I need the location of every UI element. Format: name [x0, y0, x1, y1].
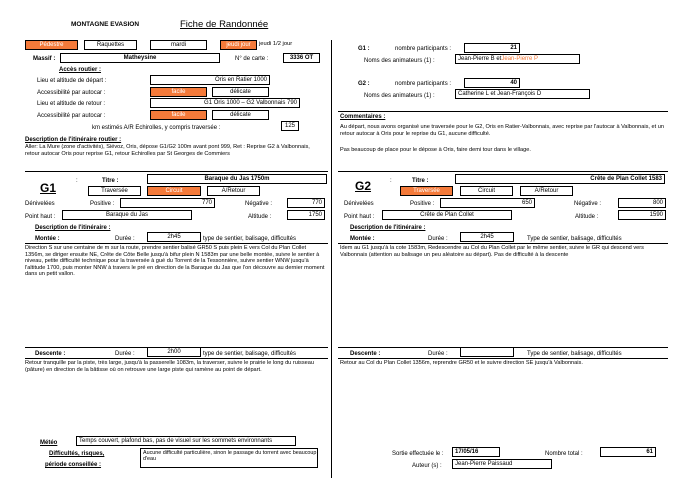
difficulty-label-2: période conseillée :	[45, 462, 102, 468]
g1-descente-text: Retour tranquille par la piste, très large, jusqu'à la passerelle 1083m, la traverser, suivre le prairie le long du ruisseau (pâture) en direction de la bâtisse où on retrouve une large piste qui ramène au point de départ.	[25, 360, 314, 373]
retour-label: Lieu et altitude de retour :	[37, 101, 106, 107]
g2-altitude-label: Altitude :	[575, 214, 599, 220]
jeudi-jour-option[interactable]: jeudi jour	[220, 40, 257, 50]
facile-option-1[interactable]: facile	[150, 87, 207, 97]
route-text: Aller: La Mure (zone d'activités), Siévoz, Oris, dépose G1/G2 100m avant pont 999, Ret : Reprise G2 à Valbonnais, retour autocar Oris pour reprise G1, retour Echirolles par St Georges de Commiers	[25, 144, 310, 157]
meteo-label: Météo	[40, 440, 58, 446]
g1-montee-duree[interactable]: 2h45	[147, 232, 201, 242]
g1-colon: :	[76, 178, 78, 184]
g1-negative-value[interactable]: 770	[287, 198, 325, 208]
meteo-value[interactable]: Temps couvert, plafond bas, pas de visuel sur les sommets environnants	[76, 436, 296, 446]
facile-option-2[interactable]: facile	[150, 110, 207, 120]
g2-descente-duree-label: Durée :	[428, 351, 448, 357]
g2-positive-label: Positive :	[410, 201, 435, 207]
g1-altitude-value[interactable]: 1750	[287, 210, 325, 220]
g2-point-value[interactable]: Crête de Plan Collet	[382, 210, 512, 220]
g1-duree-label: Durée :	[115, 236, 135, 242]
g2-montee-label: Montée :	[350, 236, 375, 242]
g1-type-label: type de sentier, balisage, difficultés	[203, 236, 296, 242]
g1-deniv-label: Dénivelées	[25, 201, 55, 207]
page-title: Fiche de Randonnée	[180, 19, 269, 30]
km-value[interactable]: 125	[281, 121, 299, 131]
g2-tag: G2	[355, 179, 372, 193]
g1-point-value[interactable]: Baraque du Jas	[62, 210, 192, 220]
g1-traversee-option[interactable]: Traversée	[88, 186, 141, 196]
g2-positive-value[interactable]: 650	[440, 198, 535, 208]
g2-descente-type-label: Type de sentier, balisage, difficultés	[527, 351, 622, 357]
comments-heading: Commentaires :	[340, 114, 386, 120]
acces-heading: Accès routier :	[59, 67, 102, 73]
g1-participants-label: nombre participants :	[395, 46, 452, 52]
org-name: MONTAGNE EVASION	[71, 21, 140, 28]
g1-montee-text: Direction S sur une centaine de m sur la route, prendre sentier balisé GR50 S puis plein E vers Col du Plan Collet 1356m, se diriger ensuite NE, Crête de Côte Belle jusqu'à bifur plein N 1583m par une belle montée, suivre le sentier à niveau, petite difficulté technique pour la traversée à gué du Torrent de la Tessonnière, suivre sentier WNW jusqu'à l'altitude 1700, puis monter NNW à travers le pré en direction de la Baraque du Jas que l'on découvre au dernier moment dans un petit vallon.	[25, 245, 325, 278]
route-heading: Description de l'itinéraire routier :	[25, 137, 122, 143]
g1-titre-label: Titre :	[102, 178, 119, 184]
retour-value[interactable]: G1 Oris 1000 – G2 Valbonnais 790	[150, 98, 300, 108]
delicate-option-1[interactable]: délicate	[212, 87, 269, 97]
comments-text-2: Pas beaucoup de place pour le dépose à Oris, faire demi tour dans le village.	[340, 147, 531, 153]
g2-altitude-value[interactable]: 1590	[618, 210, 666, 220]
delicate-option-2[interactable]: délicate	[212, 110, 269, 120]
g2-montee-text: Idem au G1 jusqu'à la cote 1583m, Redescendre au Col du Plan Collet par le même sentier, suivre le GR qui descend vers Valbonnais (attention au balisage un peu aléatoire au départ). Pas de difficulté à la descente	[340, 245, 644, 258]
g2-circuit-option[interactable]: Circuit	[460, 186, 513, 196]
g1-descente-label: Descente :	[35, 351, 66, 357]
comments-text: Au départ, nous avons organisé une traversée pour le G2, Oris en Ratier-Valbonnais, avec reprise par l'autocar à Valbonnais, et un retour autocar à Oris pour le reprise du G1, aucune difficulté.	[340, 124, 664, 137]
g1-positive-label: Positive :	[90, 201, 115, 207]
autocar1-label: Accessibilité par autocar :	[37, 90, 106, 96]
g1-negative-label: Négative :	[245, 201, 273, 207]
g1-point-label: Point haut :	[25, 214, 56, 220]
g2-negative-value[interactable]: 800	[618, 198, 666, 208]
g1-animateur-b: Jean-Pierre P	[501, 56, 539, 62]
g1-animateurs-label: Noms des animateurs (1) :	[364, 58, 435, 64]
g2-ar-option[interactable]: A/Retour	[520, 186, 573, 196]
g2-deniv-label: Dénivelées	[344, 201, 374, 207]
g1-descente-duree[interactable]: 2h00	[147, 347, 201, 357]
g1-animateurs-value[interactable]	[455, 54, 580, 64]
g2-duree-label: Durée :	[428, 236, 448, 242]
g2-titre-value[interactable]: Crête de Plan Collet 1583	[455, 174, 665, 184]
pedestre-option[interactable]: Pédestre	[25, 40, 78, 50]
auteur-value[interactable]: Jean-Pierre Paissaud	[452, 459, 552, 469]
g2-animateurs-value[interactable]: Catherine L et Jean-François D	[455, 89, 590, 99]
g1-circuit-option[interactable]: Circuit	[147, 186, 201, 196]
g2-point-label: Point haut :	[344, 214, 375, 220]
g1-right-label: G1 :	[358, 46, 370, 52]
g1-positive-value[interactable]: 770	[120, 198, 215, 208]
g1-descente-type-label: type de sentier, balisage, difficultés	[203, 351, 296, 357]
auteur-label: Auteur (s) :	[412, 463, 442, 469]
g2-colon: :	[390, 178, 392, 184]
g2-montee-duree[interactable]: 2h45	[460, 232, 514, 242]
difficulty-label-1: Difficultés, risques,	[49, 451, 105, 457]
g2-desc-heading: Description de l'itinéraire :	[350, 225, 426, 231]
g2-titre-label: Titre :	[412, 178, 429, 184]
g2-descente-label: Descente :	[350, 351, 381, 357]
sortie-label: Sortie effectuée le :	[392, 451, 444, 457]
total-label: Nombre total :	[545, 451, 583, 457]
autocar2-label: Accessibilité par autocar :	[37, 113, 106, 119]
carte-value[interactable]: 3336 OT	[283, 53, 320, 63]
g1-desc-heading: Description de l'itinéraire :	[35, 225, 111, 231]
g2-participants-value[interactable]: 40	[464, 78, 520, 88]
g2-type-label: Type de sentier, balisage, difficultés	[527, 236, 622, 242]
km-label: km estimés A/R Echirolles, y compris traversée :	[92, 125, 221, 131]
raquettes-option[interactable]: Raquettes	[84, 40, 137, 50]
depart-label: Lieu et altitude de départ :	[37, 78, 107, 84]
difficulty-value[interactable]: Aucune difficulté particulière, sinon le passage du torrent avec beaucoup d'eau	[140, 448, 318, 468]
g2-traversee-option[interactable]: Traversée	[400, 186, 453, 196]
g2-right-label: G2 :	[358, 81, 370, 87]
g1-tag: G1	[40, 181, 57, 195]
g2-descente-duree[interactable]	[460, 347, 514, 357]
massif-value[interactable]: Matheysine	[60, 53, 220, 63]
depart-value[interactable]: Oris en Ratier 1000	[150, 75, 270, 85]
g1-descente-duree-label: Durée :	[115, 351, 135, 357]
g2-animateurs-label: Noms des animateurs (1) :	[364, 93, 435, 99]
sortie-value[interactable]: 17/05/16	[452, 447, 500, 457]
g2-negative-label: Négative :	[574, 201, 602, 207]
g1-participants-value[interactable]: 21	[464, 43, 520, 53]
day-option[interactable]: mardi	[150, 40, 207, 50]
g1-ar-option[interactable]: A/Retour	[207, 186, 260, 196]
total-value[interactable]: 61	[600, 447, 656, 457]
g2-descente-text: Retour au Col du Plan Collet 1356m, reprendre GR50 et le suivre direction SE jusqu'à Valbonnais.	[340, 360, 583, 366]
jeudi-half-option[interactable]: jeudi 1/2 jour	[259, 41, 293, 47]
massif-label: Massif :	[33, 56, 56, 62]
g1-altitude-label: Altitude :	[248, 214, 272, 220]
g1-titre-value[interactable]: Baraque du Jas 1750m	[147, 174, 327, 184]
g1-animateur-a: Jean-Pierre B et	[458, 56, 502, 62]
carte-label: N° de carte :	[235, 56, 269, 62]
g2-participants-label: nombre participants :	[395, 81, 452, 87]
g1-montee-label: Montée :	[35, 236, 60, 242]
